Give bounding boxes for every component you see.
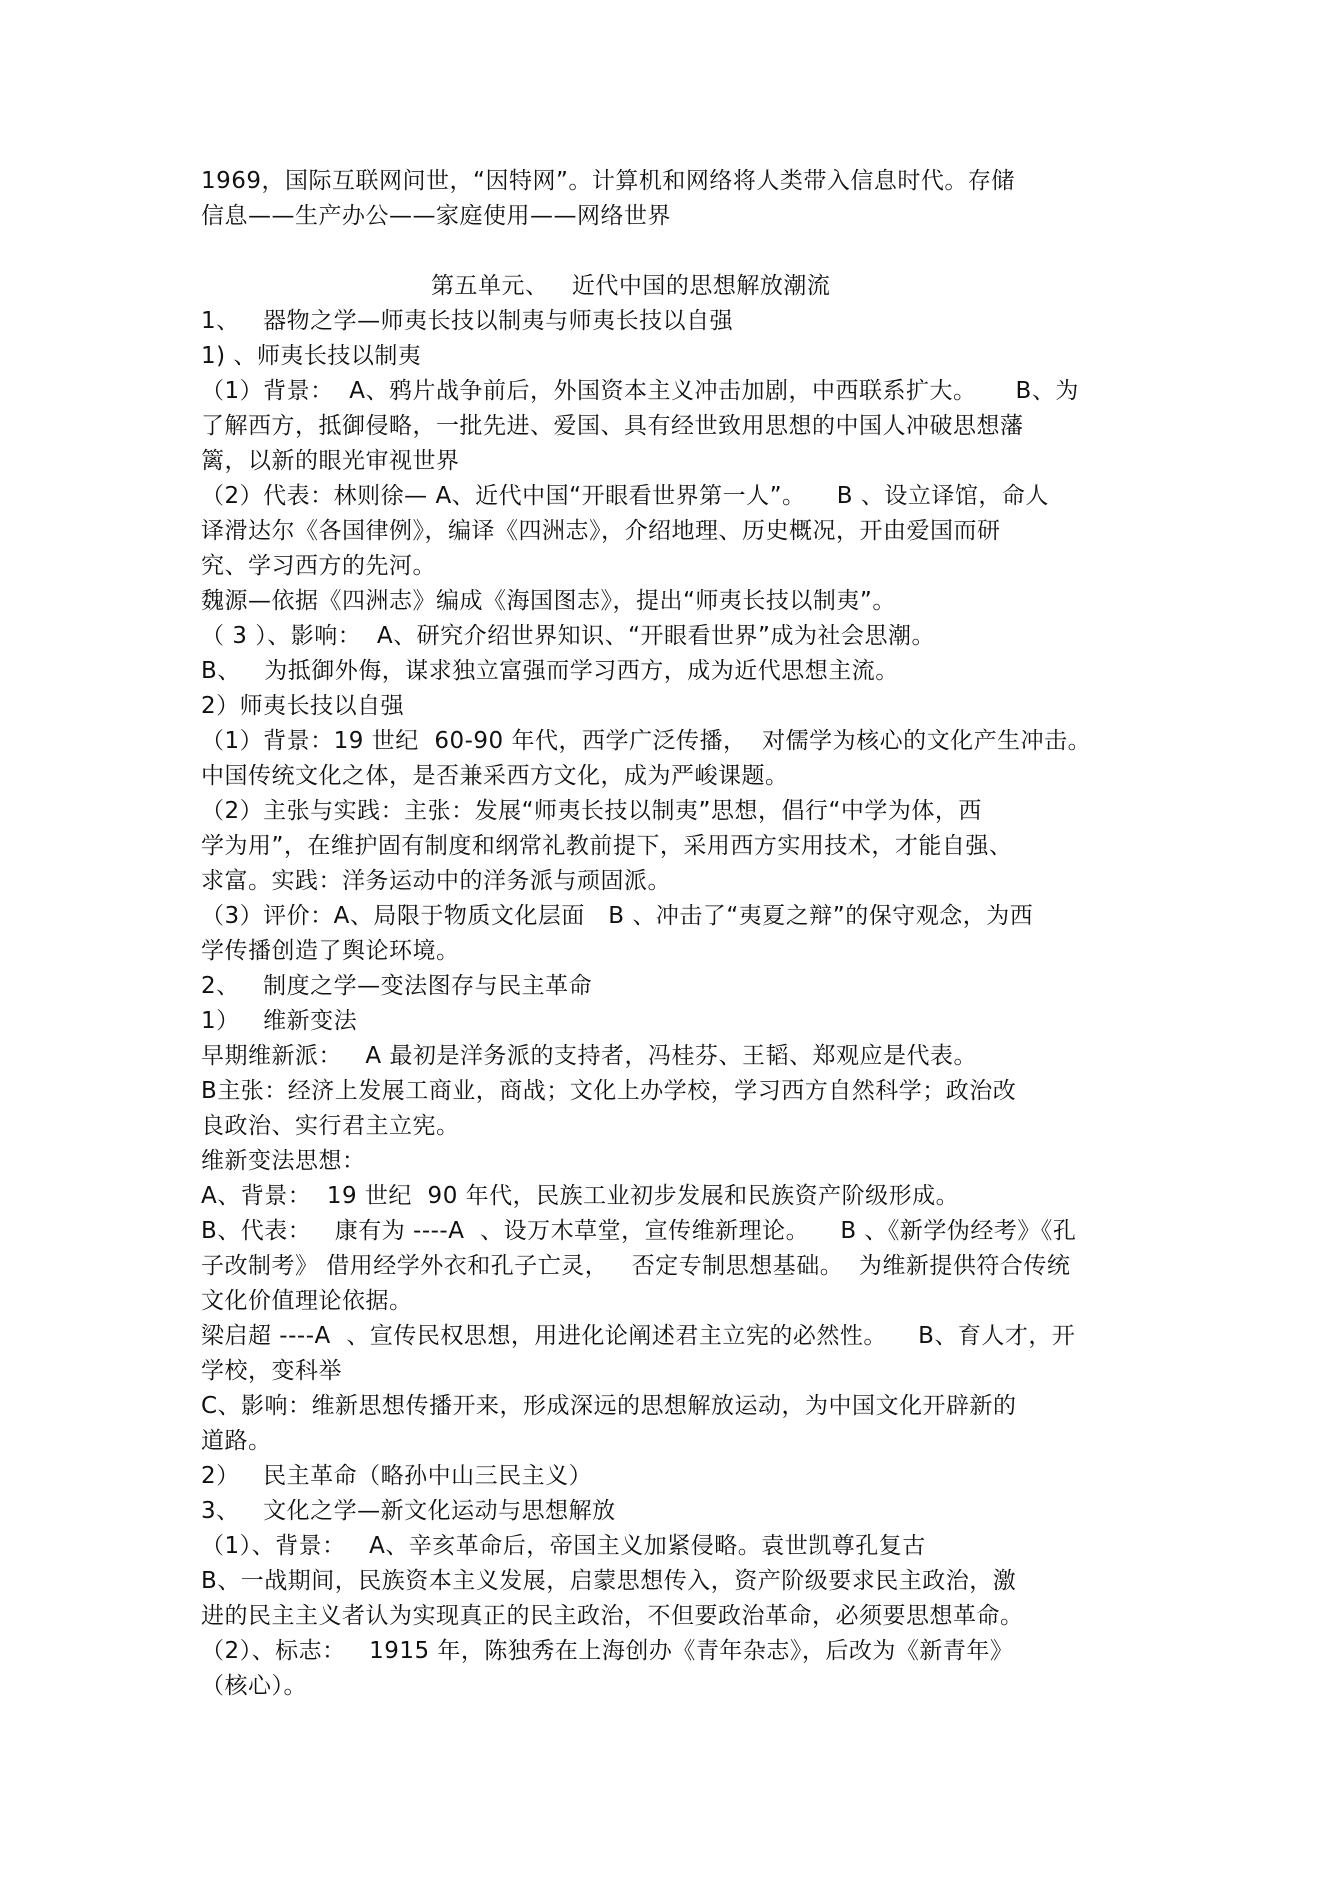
text-line: 究、学习西方的先河。 xyxy=(201,553,436,579)
text-line: 信息——生产办公——家庭使用——网络世界 xyxy=(201,203,671,229)
text-line: B、代表： 康有为 ----A 、设万木草堂，宣传维新理论。 B 、《新学伪经考》《孔 xyxy=(201,1218,1077,1244)
text-line: 了解西方，抵御侵略，一批先进、爱国、具有经世致用思想的中国人冲破思想藩 xyxy=(201,413,1024,439)
text-line: 早期维新派： A 最初是洋务派的支持者，冯桂芬、王韬、郑观应是代表。 xyxy=(201,1043,977,1069)
text-line: C、影响：维新思想传播开来，形成深远的思想解放运动，为中国文化开辟新的 xyxy=(201,1393,1017,1419)
text-line: 1） 维新变法 xyxy=(201,1008,358,1034)
text-line: 2） 民主革命（略孙中山三民主义） xyxy=(201,1463,593,1489)
text-line: （2）、标志： 1915 年，陈独秀在上海创办《青年杂志》，后改为《新青年》 xyxy=(201,1638,1014,1664)
text-line: 文化价值理论依据。 xyxy=(201,1288,413,1314)
text-line: 篱，以新的眼光审视世界 xyxy=(201,448,460,474)
text-line: 子改制考》 借用经学外衣和孔子亡灵， 否定专制思想基础。 为维新提供符合传统 xyxy=(201,1253,1071,1279)
text-line: （2）代表：林则徐— A、近代中国“开眼看世界第一人”。 B 、设立译馆，命人 xyxy=(201,483,1049,509)
text-line: 2）师夷长技以自强 xyxy=(201,693,405,719)
text-line: B、一战期间，民族资本主义发展，启蒙思想传入，资产阶级要求民主政治，激 xyxy=(201,1568,1017,1594)
text-line: 梁启超 ----A 、宣传民权思想，用进化论阐述君主立宪的必然性。 B、育人才，开 xyxy=(201,1323,1076,1349)
text-line: （核心）。 xyxy=(201,1673,307,1699)
text-line: （1）背景： A、鸦片战争前后，外国资本主义冲击加剧，中西联系扩大。 B、为 xyxy=(201,378,1079,404)
text-line: （3）评价：A、局限于物质文化层面 B 、冲击了“夷夏之辩”的保守观念，为西 xyxy=(201,903,1034,929)
section-title: 第五单元、 近代中国的思想解放潮流 xyxy=(431,273,831,299)
text-line: 中国传统文化之体，是否兼采西方文化，成为严峻课题。 xyxy=(201,763,789,789)
text-line: 良政治、实行君主立宪。 xyxy=(201,1113,460,1139)
text-line: （1）、背景： A、辛亥革命后，帝国主义加紧侵略。袁世凯尊孔复古 xyxy=(201,1533,926,1559)
text-line: 1、 器物之学—师夷长技以制夷与师夷长技以自强 xyxy=(201,308,734,334)
text-line: 进的民主主义者认为实现真正的民主政治，不但要政治革命，必须要思想革命。 xyxy=(201,1603,1024,1629)
text-line: 学传播创造了舆论环境。 xyxy=(201,938,460,964)
text-line: B、 为抵御外侮，谋求独立富强而学习西方，成为近代思想主流。 xyxy=(201,658,899,684)
text-line: （ 3 ）、影响： A、研究介绍世界知识、“开眼看世界”成为社会思潮。 xyxy=(201,623,935,649)
text-line: （2）主张与实践：主张：发展“师夷长技以制夷”思想，倡行“中学为体，西 xyxy=(201,798,982,824)
text-line: B主张：经济上发展工商业，商战；文化上办学校，学习西方自然科学；政治改 xyxy=(201,1078,1017,1104)
text-line: 3、 文化之学—新文化运动与思想解放 xyxy=(201,1498,616,1524)
text-line: 魏源—依据《四洲志》编成《海国图志》，提出“师夷长技以制夷”。 xyxy=(201,588,896,614)
text-line: 1) 、师夷长技以制夷 xyxy=(201,343,422,369)
text-line: 2、 制度之学—变法图存与民主革命 xyxy=(201,973,593,999)
text-line: 学为用”，在维护固有制度和纲常礼教前提下，采用西方实用技术，才能自强、 xyxy=(201,833,1013,859)
text-line: 道路。 xyxy=(201,1428,272,1454)
text-line: 学校，变科举 xyxy=(201,1358,342,1384)
text-line: （1）背景：19 世纪 60-90 年代，西学广泛传播， 对儒学为核心的文化产生冲击。 xyxy=(201,728,1092,754)
text-line: 维新变法思想： xyxy=(201,1148,366,1174)
text-line: 1969，国际互联网问世，“因特网”。计算机和网络将人类带入信息时代。存储 xyxy=(201,168,1015,194)
text-line: A、背景： 19 世纪 90 年代，民族工业初步发展和民族资产阶级形成。 xyxy=(201,1183,960,1209)
text-line: 求富。实践：洋务运动中的洋务派与顽固派。 xyxy=(201,868,671,894)
text-line: 译滑达尔《各国律例》，编译《四洲志》，介绍地理、历史概况，开由爱国而研 xyxy=(201,518,1001,544)
